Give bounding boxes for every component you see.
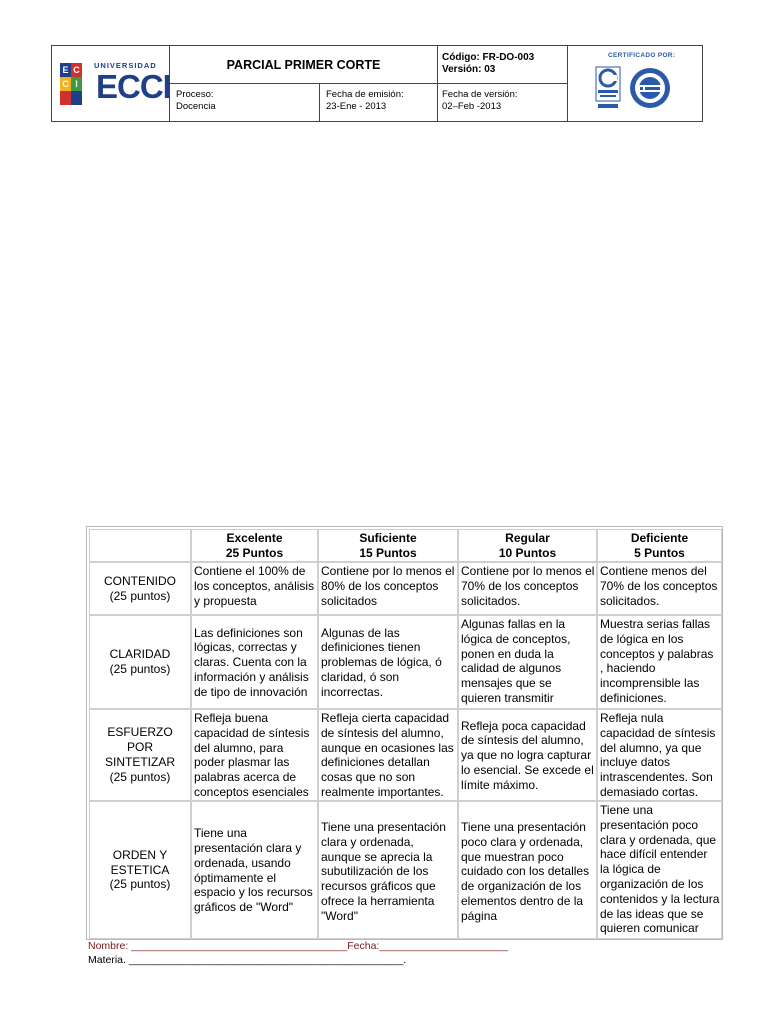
- version-date-cell: [438, 84, 568, 121]
- ecci-logo-mark: [60, 63, 93, 105]
- level-header-suficiente: [318, 529, 458, 562]
- rubric-cell-text: Algunas de las definiciones tienen problemas de lógica, ó claridad, ó son incorrectas.: [321, 625, 442, 699]
- rubric-cell: Contiene por lo menos el 70% de los conceptos solicitados.: [458, 562, 597, 615]
- document-header: [51, 45, 703, 122]
- version-date-value: 02–Feb -2013: [442, 101, 502, 112]
- logo-letter-c: C: [71, 63, 82, 77]
- level-header-excelente: [191, 529, 318, 562]
- logo-letter-i: I: [71, 77, 82, 91]
- rubric-cell-text: Refleja poca capacidad de síntesis del alumno, ya que no logra capturar lo esencial. Se excede el límite máximo.: [461, 718, 594, 792]
- logo-letter-c: C: [60, 77, 71, 91]
- level-title: Deficiente: [630, 530, 689, 545]
- criterion-esfuerzo-por-sintetizar: [89, 709, 191, 801]
- emission-date-value: 23-Ene - 2013: [326, 101, 387, 112]
- logo-block: [60, 91, 71, 105]
- level-points: 25 Puntos: [225, 545, 284, 560]
- certification-cell: [568, 46, 702, 121]
- process-value: Docencia: [176, 101, 216, 112]
- process-cell: [170, 84, 320, 121]
- criterion-label: ESFUERZO POR SINTETIZAR (25 puntos): [104, 725, 175, 784]
- rubric-cell: Refleja cierta capacidad de síntesis del alumno, aunque en ocasiones las definiciones detallan cosas que no son realmente importantes.: [318, 709, 458, 801]
- rubric-cell: Algunas fallas en la lógica de conceptos, ponen en duda la calidad de algunos mensajes que se quieren transmitir: [458, 615, 597, 709]
- rubric-cell-text: Tiene una presentación clara y ordenada, usando óptimamente el espacio y los recursos gráficos de "Word": [194, 826, 313, 915]
- level-points: 15 Puntos: [359, 545, 417, 560]
- level-header-deficiente: [597, 529, 722, 562]
- rubric-corner-cell: [89, 529, 191, 562]
- document-title: PARCIAL PRIMER CORTE: [170, 46, 438, 84]
- rubric-cell: Contiene por lo menos el 80% de los conceptos solicitados: [318, 562, 458, 615]
- emission-date-cell: [320, 84, 438, 121]
- rubric-cell: Contiene menos del 70% de los conceptos solicitados.: [597, 562, 722, 615]
- icontec-iso-9001-icon: [595, 66, 621, 110]
- rubric-cell: [191, 615, 318, 709]
- document-code: Código: FR-DO-003: [442, 52, 535, 63]
- emission-date-label: Fecha de emisión:: [326, 89, 404, 100]
- rubric-cell: Tiene una presentación poco clara y ordenada, que hace difícil entender la lógica de organización de los contenidos y la lectura de las ideas que se quieren comunicar: [597, 801, 722, 939]
- criterion-claridad: [89, 615, 191, 709]
- criterion-label: CONTENIDO (25 puntos): [104, 573, 176, 603]
- rubric-table: [86, 526, 723, 940]
- process-label: Proceso:: [176, 89, 214, 100]
- criterion-label: CLARIDAD (25 puntos): [109, 647, 171, 676]
- rubric-cell: Tiene una presentación clara y ordenada, aunque se aprecia la subutilización de los recursos gráficos que ofrece la herramienta "Word": [318, 801, 458, 939]
- subject-line: Materia. _______________________________________________.: [88, 954, 407, 966]
- rubric-cell: Contiene el 100% de los conceptos, análisis y propuesta: [191, 562, 318, 615]
- logo-ecci-text: ECCI: [96, 68, 171, 105]
- code-version-cell: [438, 46, 568, 84]
- rubric-cell: [318, 615, 458, 709]
- level-title: Regular: [505, 530, 550, 545]
- logo-cell: [52, 46, 170, 121]
- level-points: 5 Puntos: [634, 545, 685, 560]
- version-date-label: Fecha de versión:: [442, 89, 518, 100]
- criterion-label: ORDEN Y ESTETICA (25 puntos): [109, 847, 171, 892]
- level-title: Excelente: [226, 530, 283, 545]
- rubric-cell-text: Las definiciones son lógicas, correctas y claras. Cuenta con la información y análisis de tipo de innovación: [194, 625, 309, 699]
- rubric-cell: Tiene una presentación poco clara y ordenada, que muestran poco cuidado con los detalles de organización de los elementos dentro de la página: [458, 801, 597, 939]
- rubric-cell: Refleja buena capacidad de síntesis del alumno, para poder plasmar las palabras acerca de conceptos esenciales: [191, 709, 318, 801]
- level-header-regular: [458, 529, 597, 562]
- rubric-cell: Refleja nula capacidad de síntesis del alumno, ya que incluye datos intrascendentes. Son demasiado cortas.: [597, 709, 722, 801]
- logo-block: [71, 91, 82, 105]
- document-version: Versión: 03: [442, 64, 496, 75]
- level-title: Suficiente: [359, 530, 417, 545]
- criterion-orden-y-estetica: [89, 801, 191, 939]
- rubric-cell: [191, 801, 318, 939]
- certification-label: CERTIFICADO POR:: [608, 52, 676, 59]
- rubric-cell: [458, 709, 597, 801]
- level-points: 10 Puntos: [498, 545, 557, 560]
- logo-letter-e: E: [60, 63, 71, 77]
- iqnet-icon: [628, 66, 672, 110]
- rubric-cell: Muestra serias fallas de lógica en los conceptos y palabras , haciendo incomprensible las definiciones.: [597, 615, 722, 709]
- student-name-date-line: Nombre: _____________________________________Fecha:______________________: [88, 940, 508, 952]
- criterion-contenido: [89, 562, 191, 615]
- logo-universidad-text: UNIVERSIDAD: [94, 61, 157, 70]
